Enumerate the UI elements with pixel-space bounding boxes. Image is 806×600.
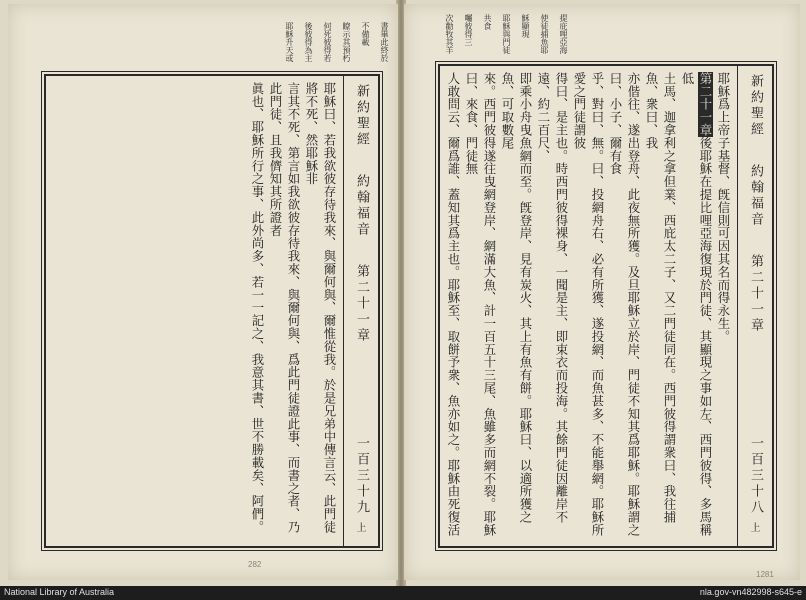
note: 次勸牧其羊	[445, 14, 454, 54]
text-column: 人敢問云、爾爲誰、蓋知其爲主也。耶穌至、取餅予衆、魚亦如之。耶穌由死復活	[446, 72, 461, 537]
pencil-mark: 1281	[756, 570, 774, 579]
left-page	[8, 4, 398, 580]
note: 何死彼得若	[323, 22, 332, 62]
text-column: 亦偕往、遂出登舟、此夜無所獲。及旦耶穌立於岸、門徒不知其爲耶穌。耶穌謂之曰、小子、爾有食	[608, 72, 641, 537]
text-column	[678, 72, 714, 540]
note: 共食	[483, 14, 492, 30]
note: 書畢此終於	[380, 22, 389, 62]
footer-identifier: nla.gov-vn482998-s645-e	[699, 587, 802, 597]
header-book: 約翰福音	[354, 174, 369, 238]
note: 穌顯現	[521, 14, 530, 38]
header-title: 新約聖經	[748, 74, 763, 138]
chapter-label: 第二十一章	[698, 72, 713, 137]
text-column: 眞也、耶穌所行之事、此外尚多、若一一記之、我意其書、世不勝載矣、阿們。	[250, 82, 265, 534]
header-chapter: 第二十一章	[354, 264, 369, 344]
note: 不備載	[361, 22, 370, 46]
text-column: 土馬、迦拿利之拿但業、西庇太二子、又二門徒同在。西門彼得謂衆曰、我往捕魚、衆曰、我	[644, 72, 677, 524]
right-page-body	[446, 72, 732, 540]
text-column: 言其不死、第言如我欲彼存待我來、與爾何與、爲此門徒證此事、而書之者、乃此門徒、且我儕知其所證者	[268, 82, 301, 534]
left-page-body	[52, 82, 338, 540]
note: 使徒捕魚耶	[540, 14, 549, 54]
text-column: 乎、對曰、無。曰、投網舟右、必有所獲、遂投網、而魚甚多、不能舉網。耶穌所愛之門徒謂彼	[572, 72, 605, 537]
right-page	[404, 4, 800, 580]
header-book: 約翰福音	[748, 164, 763, 228]
right-page-header-strip	[737, 66, 772, 546]
pencil-mark: 282	[248, 560, 262, 569]
note: 囑彼得三	[464, 14, 473, 46]
header-volume: 上	[354, 522, 365, 535]
header-page-number: 一百三十八	[748, 436, 763, 516]
text-column: 來。西門彼得遂往曳網登岸、網滿大魚、計一百五十三尾、魚雖多而網不裂。耶穌曰、來食、門徒無	[464, 72, 497, 537]
text-column: 耶穌爲上帝子基督、旣信則可因其名而得永生。	[716, 72, 731, 343]
left-page-header-strip	[343, 76, 378, 546]
text-run: 後耶穌在提比哩亞海復現於門徒、其顯現之事如左、西門彼得、多馬稱低	[680, 72, 713, 537]
right-page-notes	[436, 14, 569, 62]
left-page-frame	[44, 74, 380, 548]
footer-bar	[0, 586, 806, 600]
note: 提庇哩亞海	[559, 14, 568, 54]
note: 後彼得為主	[304, 22, 313, 62]
header-page-number: 一百三十九	[354, 436, 369, 516]
note: 瞭示其預朽	[342, 22, 351, 62]
left-page-notes	[276, 22, 390, 72]
footer-source: National Library of Australia	[4, 587, 115, 597]
text-column: 得曰、是主也。時西門彼得裸身、一聞是主、即束衣而投海。其餘門徒因離岸不遠、約二百尺、	[536, 72, 569, 524]
header-title: 新約聖經	[354, 84, 369, 148]
text-column: 耶穌曰、若我欲彼存待我來、與爾何與、爾惟從我。於是兄弟中傳言云、此門徒將不死、然耶穌非	[304, 82, 337, 534]
text-column: 即乘小舟曳魚網而至。旣登岸、見有炭火、其上有魚有餅。耶穌曰、以適所獲之魚、可取數尾	[500, 72, 533, 524]
header-volume: 上	[748, 522, 759, 535]
header-chapter: 第二十一章	[748, 254, 763, 334]
note: 耶穌升天或	[285, 22, 294, 62]
note: 耶穌與門徒	[502, 14, 511, 54]
right-page-frame	[438, 64, 774, 548]
